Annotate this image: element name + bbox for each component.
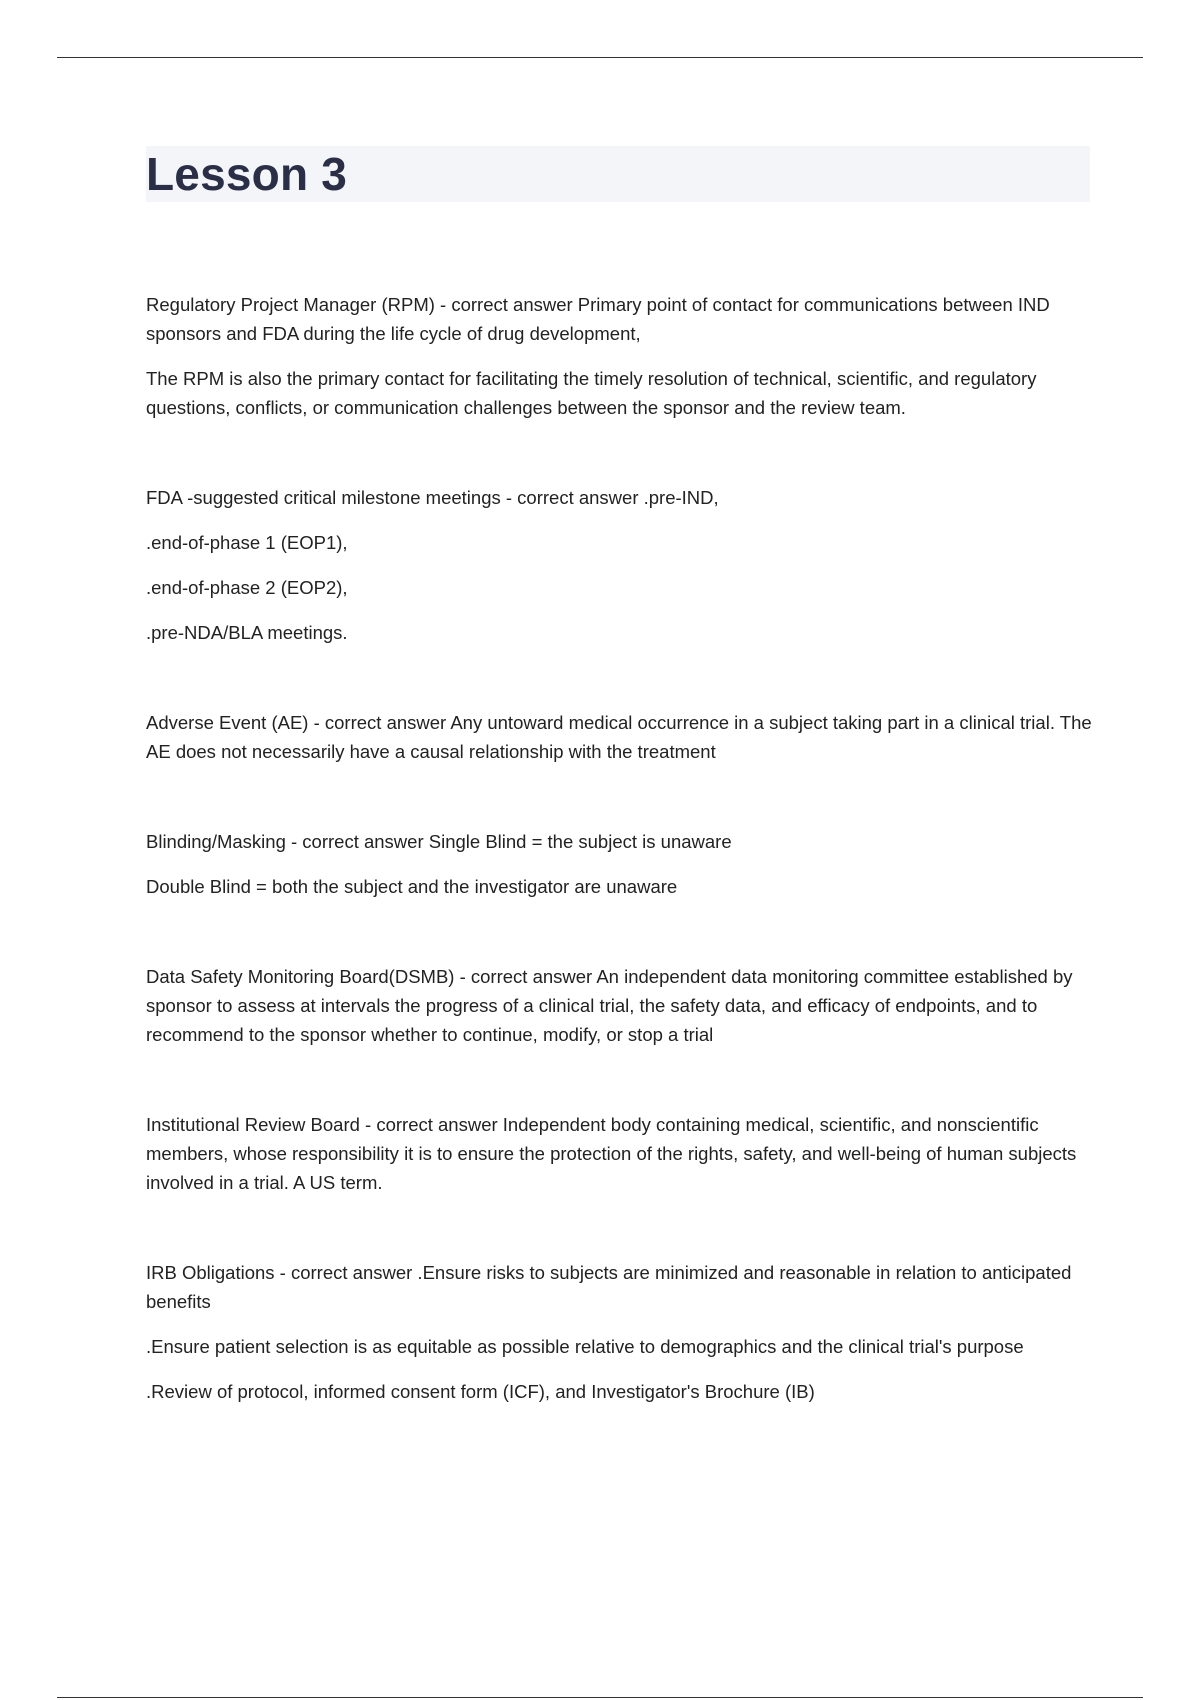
entry-paragraph: Double Blind = both the subject and the investigator are unaware [146, 876, 678, 897]
entry-blinding [146, 827, 1096, 901]
bottom-divider [57, 1697, 1143, 1698]
entry-paragraph: FDA -suggested critical milestone meetings - correct answer .pre-IND, [146, 487, 719, 508]
entry-paragraph: .end-of-phase 2 (EOP2), [146, 577, 348, 598]
entry-paragraph: .end-of-phase 1 (EOP1), [146, 532, 348, 553]
entry-adverse-event [146, 708, 1096, 766]
entry-paragraph: .Review of protocol, informed consent form (ICF), and Investigator's Brochure (IB) [146, 1381, 815, 1402]
entry-paragraph: The RPM is also the primary contact for facilitating the timely resolution of technical, scientific, and regulatory questions, conflicts, or communication challenges between the sponsor and the review team. [146, 368, 1037, 418]
entry-paragraph: .Ensure patient selection is as equitable as possible relative to demographics and the clinical trial's purpose [146, 1336, 1024, 1357]
entry-irb [146, 1110, 1096, 1197]
entry-rpm [146, 290, 1096, 422]
entry-dsmb [146, 962, 1096, 1049]
top-divider [57, 57, 1143, 58]
entry-paragraph: Institutional Review Board - correct answer Independent body containing medical, scientific, and nonscientific members, whose responsibility it is to ensure the protection of the rights, safety, and well-being of human subjects involved in a trial. A US term. [146, 1114, 1077, 1193]
entry-paragraph: Data Safety Monitoring Board(DSMB) - correct answer An independent data monitoring committee established by sponsor to assess at intervals the progress of a clinical trial, the safety data, and efficacy of endpoints, and to recommend to the sponsor whether to continue, modify, or stop a trial [146, 966, 1073, 1045]
page-title: Lesson 3 [146, 148, 348, 200]
entry-milestone-meetings [146, 483, 1096, 647]
entry-paragraph: IRB Obligations - correct answer .Ensure risks to subjects are minimized and reasonable in relation to anticipated benefits [146, 1262, 1072, 1312]
entry-paragraph: Regulatory Project Manager (RPM) - correct answer Primary point of contact for communications between IND sponsors and FDA during the life cycle of drug development, [146, 294, 1050, 344]
entry-paragraph: Blinding/Masking - correct answer Single Blind = the subject is unaware [146, 831, 732, 852]
document-body [146, 290, 1096, 1467]
entry-paragraph: Adverse Event (AE) - correct answer Any untoward medical occurrence in a subject taking part in a clinical trial. The AE does not necessarily have a causal relationship with the treatment [146, 712, 1092, 762]
entry-paragraph: .pre-NDA/BLA meetings. [146, 622, 348, 643]
entry-irb-obligations [146, 1258, 1096, 1406]
